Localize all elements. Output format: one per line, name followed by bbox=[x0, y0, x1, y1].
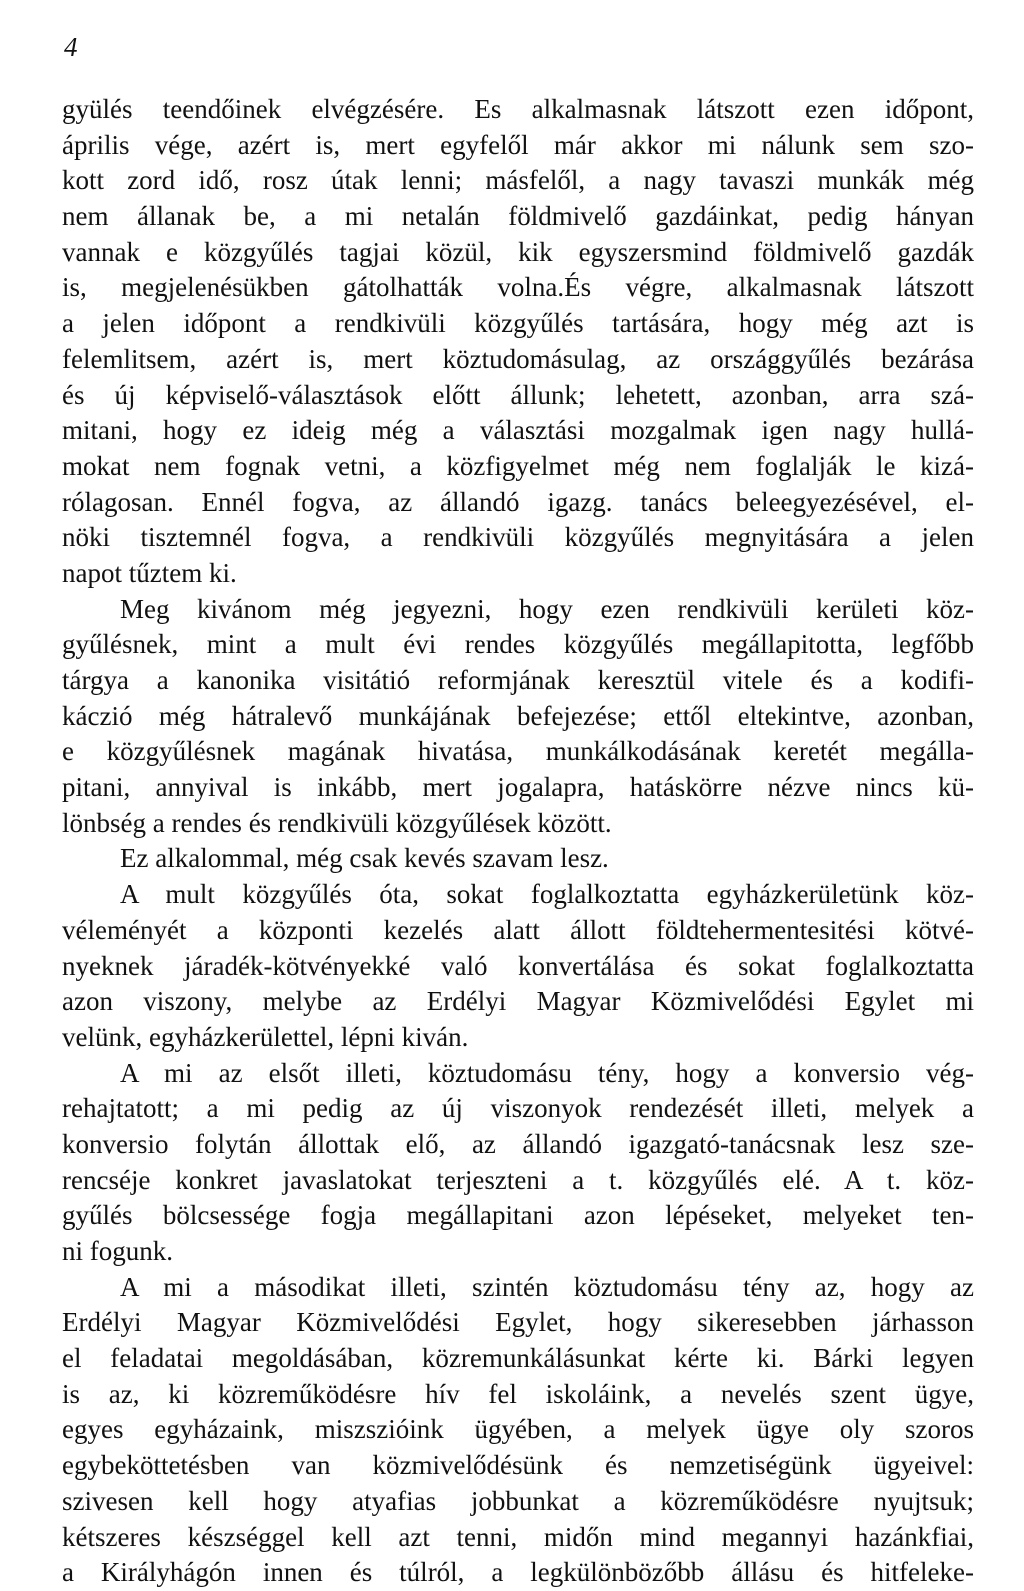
text-line: azon viszony, melybe az Erdélyi Magyar Közmivelődési Egylet mi bbox=[62, 986, 974, 1017]
text-line: rencséje konkret javaslatokat terjeszteni a t. közgyűlés elé. A t. köz- bbox=[62, 1164, 974, 1195]
text-line: kott zord idő, rosz útak lenni; másfelől, a nagy tavaszi munkák még bbox=[62, 165, 974, 196]
page-number: 4 bbox=[64, 32, 78, 62]
text-line: Ez alkalommal, még csak kevés szavam lesz. bbox=[120, 843, 609, 874]
text-line: lönbség a rendes és rendkivüli közgyűlések között. bbox=[62, 807, 612, 838]
text-line: vannak e közgyűlés tagjai közül, kik egyszersmind földmivelő gazdák bbox=[62, 236, 974, 267]
text-line: is az, ki közreműködésre hív fel iskoláink, a nevelés szent ügye, bbox=[62, 1378, 974, 1409]
text-line: egybeköttetésben van közmivelődésünk és nemzetiségünk ügyeivel: bbox=[62, 1450, 974, 1481]
text-line: Erdélyi Magyar Közmivelődési Egylet, hogy sikeresebben járhasson bbox=[62, 1307, 974, 1338]
text-line: pitani, annyival is inkább, mert jogalapra, hatáskörre nézve nincs kü- bbox=[62, 772, 974, 803]
text-line: és új képviselő-választások előtt állunk; lehetett, azonban, arra szá- bbox=[62, 379, 974, 410]
text-line: napot tűztem ki. bbox=[62, 557, 237, 588]
text-line: is, megjelenésükben gátolhatták volna.És végre, alkalmasnak látszott bbox=[62, 272, 974, 303]
text-line: mokat nem fognak vetni, a közfigyelmet még nem foglalják le kizá- bbox=[62, 450, 974, 481]
text-line: ni fogunk. bbox=[62, 1236, 173, 1266]
text-line: a jelen időpont a rendkivüli közgyűlés tartására, hogy még azt is bbox=[62, 308, 974, 339]
text-line: nem állanak be, a mi netalán földmivelő gazdáinkat, pedig hányan bbox=[62, 201, 974, 232]
text-line: nyeknek járadék-kötvényekké való konvertálása és sokat foglalkoztatta bbox=[62, 950, 974, 981]
text-line: rólagosan. Ennél fogva, az állandó igazg. tanács beleegyezésével, el- bbox=[62, 486, 974, 517]
text-line: káczió még hátralevő munkájának befejezése; ettől eltekintve, azonban, bbox=[62, 700, 974, 731]
text-line: velünk, egyházkerülettel, lépni kiván. bbox=[62, 1021, 469, 1052]
text-line: rehajtatott; a mi pedig az új viszonyok rendezését illeti, melyek a bbox=[62, 1093, 974, 1124]
text-line: A mi a másodikat illeti, szintén köztudomásu tény az, hogy az bbox=[120, 1271, 974, 1302]
text-line: A mi az elsőt illeti, köztudomásu tény, hogy a konversio vég- bbox=[120, 1057, 974, 1088]
body-text bbox=[62, 92, 974, 1591]
text-line: A mult közgyűlés óta, sokat foglalkoztatta egyházkerületünk köz- bbox=[120, 879, 974, 910]
text-line: Meg kivánom még jegyezni, hogy ezen rendkivüli kerületi köz- bbox=[120, 593, 974, 624]
text-line: április vége, azért is, mert egyfelől már akkor mi nálunk sem szo- bbox=[62, 129, 974, 160]
text-line: e közgyűlésnek magának hivatása, munkálkodásának keretét megálla- bbox=[62, 736, 974, 767]
text-line: egyes egyházaink, miszszióink ügyében, a melyek ügye oly szoros bbox=[62, 1414, 974, 1445]
text-line: el feladatai megoldásában, közremunkálásunkat kérte ki. Bárki legyen bbox=[62, 1343, 974, 1374]
text-line: mitani, hogy ez ideig még a választási mozgalmak igen nagy hullá- bbox=[62, 415, 974, 446]
text-line: gyűlésnek, mint a mult évi rendes közgyűlés megállapitotta, legfőbb bbox=[62, 629, 974, 660]
text-line: gyűlés bölcsessége fogja megállapitani azon lépéseket, melyeket ten- bbox=[62, 1200, 974, 1231]
text-line: tárgya a kanonika visitátió reformjának keresztül vitele és a kodifi- bbox=[62, 665, 974, 695]
text-line: véleményét a központi kezelés alatt állott földtehermentesitési kötvé- bbox=[62, 914, 974, 945]
text-line: szivesen kell hogy atyafias jobbunkat a közreműködésre nyujtsuk; bbox=[62, 1485, 974, 1516]
text-line: gyülés teendőinek elvégzésére. Es alkalmasnak látszott ezen időpont, bbox=[62, 94, 974, 124]
text-line: a Királyhágón innen és túlról, a legkülönbözőbb állásu és hitfeleke- bbox=[62, 1557, 974, 1588]
text-line: nöki tisztemnél fogva, a rendkivüli közgyűlés megnyitására a jelen bbox=[62, 522, 974, 553]
text-line: felemlitsem, azért is, mert köztudomásulag, az országgyűlés bezárása bbox=[62, 343, 974, 374]
text-line: konversio folytán állottak elő, az állandó igazgató-tanácsnak lesz sze- bbox=[62, 1128, 974, 1159]
text-line: kétszeres készséggel kell azt tenni, midőn mind megannyi hazánkfiai, bbox=[62, 1521, 974, 1552]
document-page bbox=[62, 22, 974, 1588]
